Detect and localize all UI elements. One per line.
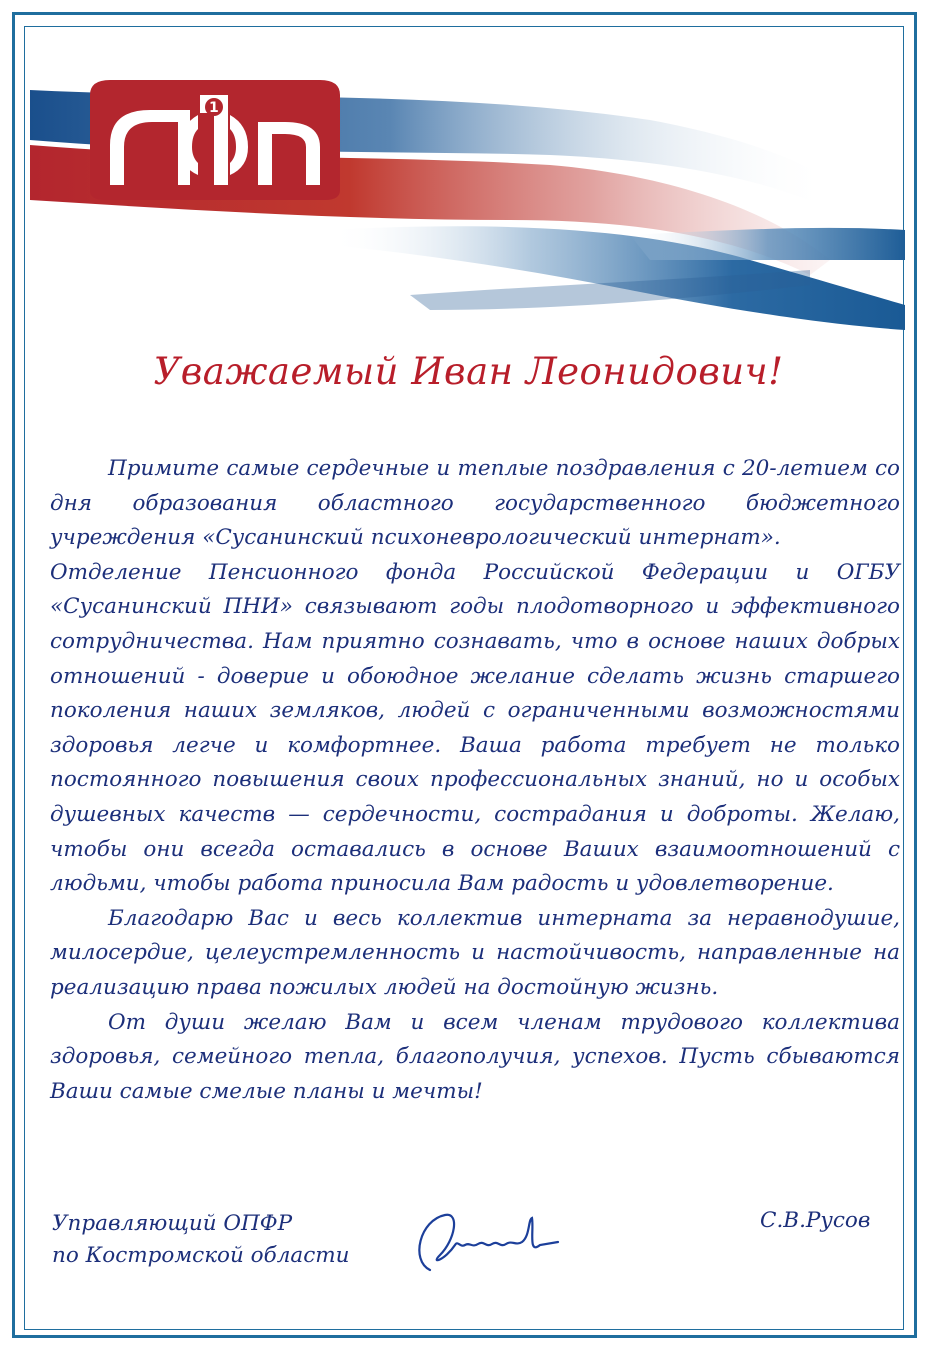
paragraph-1: Примите самые сердечные и теплые поздравления с 20-летием со дня образования областного государственного бюджетного учреждения «Сусанинский психоневрологический интернат». [50, 456, 900, 551]
pfr-logo-icon [80, 75, 350, 205]
letter-body [50, 452, 900, 1109]
svg-text:1: 1 [209, 100, 219, 116]
paragraph-4: От души желаю Вам и всем членам трудового коллектива здоровья, семейного тепла, благополучия, успехов. Пусть сбываются Ваши самые смелые планы и мечты! [50, 1009, 900, 1104]
position-line-1: Управляющий ОПФР [52, 1211, 293, 1236]
handwritten-signature [400, 1200, 570, 1280]
greeting-title: Уважаемый Иван Леонидович! [153, 350, 784, 393]
signatory-position [52, 1208, 412, 1272]
paragraph-3: Благодарю Вас и весь коллектив интерната за неравнодушие, милосердие, целеустремленность и настойчивость, направленные на реализацию права пожилых людей на достойную жизнь. [50, 905, 900, 1000]
paragraph-2: Отделение Пенсионного фонда Российской Федерации и ОГБУ «Сусанинский ПНИ» связывают годы плодотворного и эффективного сотрудничества. Нам приятно сознавать, что в основе наших добрых отношений - доверие и обоюдное желание сделать жизнь старшего поколения наших земляков, людей с ограниченными возможностями здоровья легче и комфортнее. Ваша работа требует не только постоянного повышения своих профессиональных знаний, но и особых душевных качеств — сердечности, сострадания и доброты. Желаю, чтобы они всегда оставались в основе Ваших взаимоотношений с людьми, чтобы работа приносила Вам радость и удовлетворение. [50, 559, 900, 897]
signatory-name: С.В.Русов [760, 1208, 871, 1233]
position-line-2: по Костромской области [52, 1243, 350, 1268]
